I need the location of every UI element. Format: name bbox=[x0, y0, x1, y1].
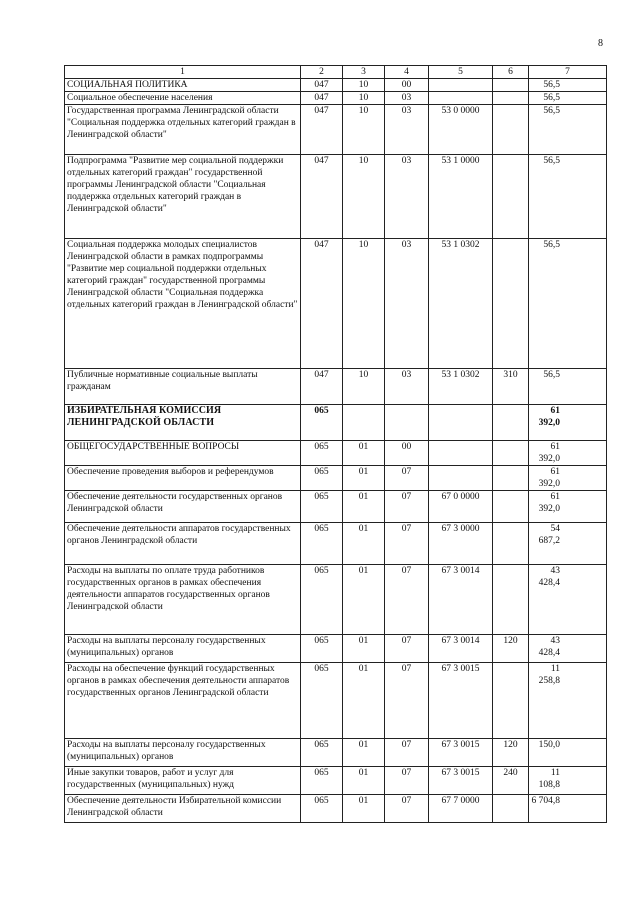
row-amount: 61 392,0 bbox=[529, 441, 607, 466]
row-amount: 56,5 bbox=[529, 105, 607, 155]
row-name: Социальная поддержка молодых специалистов Ленинградской области в рамках подпрограммы "Развитие мер социальной поддержки отдельных категорий граждан" государственной программы Ленинградской области "Социальная поддержка отдельных категорий граждан в Ленинградской области" bbox=[65, 239, 301, 369]
table-row bbox=[65, 155, 607, 239]
row-amount: 61 392,0 bbox=[529, 466, 607, 491]
row-code-subsection: 07 bbox=[385, 635, 429, 663]
row-amount: 61 392,0 bbox=[529, 491, 607, 523]
row-code-type bbox=[493, 565, 529, 635]
table-row bbox=[65, 635, 607, 663]
table-row bbox=[65, 79, 607, 92]
row-code-target: 67 3 0014 bbox=[429, 565, 493, 635]
row-code-subsection bbox=[385, 405, 429, 441]
row-code-type bbox=[493, 663, 529, 739]
row-code-subsection: 07 bbox=[385, 663, 429, 739]
row-code-type bbox=[493, 105, 529, 155]
table-row bbox=[65, 92, 607, 105]
row-code-subsection: 03 bbox=[385, 155, 429, 239]
budget-table bbox=[64, 65, 607, 823]
row-name: Иные закупки товаров, работ и услуг для государственных (муниципальных) нужд bbox=[65, 767, 301, 795]
row-code-target: 53 1 0000 bbox=[429, 155, 493, 239]
row-code-ministry: 065 bbox=[301, 466, 343, 491]
table-row bbox=[65, 105, 607, 155]
row-code-ministry: 047 bbox=[301, 79, 343, 92]
table-row bbox=[65, 239, 607, 369]
row-code-ministry: 047 bbox=[301, 369, 343, 405]
table-row bbox=[65, 767, 607, 795]
table-row bbox=[65, 523, 607, 565]
row-code-ministry: 065 bbox=[301, 767, 343, 795]
row-amount: 56,5 bbox=[529, 369, 607, 405]
row-code-section: 10 bbox=[343, 79, 385, 92]
row-code-ministry: 047 bbox=[301, 105, 343, 155]
row-code-section: 01 bbox=[343, 739, 385, 767]
row-code-ministry: 065 bbox=[301, 635, 343, 663]
row-name: Расходы на выплаты персоналу государственных (муниципальных) органов bbox=[65, 635, 301, 663]
row-code-type: 310 bbox=[493, 369, 529, 405]
row-amount: 11 258,8 bbox=[529, 663, 607, 739]
page-number: 8 bbox=[598, 38, 603, 49]
row-amount: 54 687,2 bbox=[529, 523, 607, 565]
table-row bbox=[65, 739, 607, 767]
row-code-subsection: 07 bbox=[385, 466, 429, 491]
table-row bbox=[65, 441, 607, 466]
row-amount: 150,0 bbox=[529, 739, 607, 767]
table-row bbox=[65, 795, 607, 823]
row-code-target: 67 3 0015 bbox=[429, 739, 493, 767]
row-name: ОБЩЕГОСУДАРСТВЕННЫЕ ВОПРОСЫ bbox=[65, 441, 301, 466]
row-code-type bbox=[493, 466, 529, 491]
row-code-ministry: 065 bbox=[301, 565, 343, 635]
row-code-type: 120 bbox=[493, 635, 529, 663]
row-amount: 56,5 bbox=[529, 92, 607, 105]
row-code-target: 53 0 0000 bbox=[429, 105, 493, 155]
row-code-type bbox=[493, 523, 529, 565]
row-code-type bbox=[493, 239, 529, 369]
row-code-section: 01 bbox=[343, 795, 385, 823]
row-code-target bbox=[429, 441, 493, 466]
row-amount: 11 108,8 bbox=[529, 767, 607, 795]
table-header-row bbox=[65, 66, 607, 79]
row-code-section: 10 bbox=[343, 155, 385, 239]
row-amount: 6 704,8 bbox=[529, 795, 607, 823]
row-code-section: 01 bbox=[343, 466, 385, 491]
row-name: Обеспечение проведения выборов и референдумов bbox=[65, 466, 301, 491]
row-code-subsection: 07 bbox=[385, 739, 429, 767]
row-code-target: 67 7 0000 bbox=[429, 795, 493, 823]
row-code-subsection: 03 bbox=[385, 239, 429, 369]
table-row bbox=[65, 491, 607, 523]
row-name: Подпрограмма "Развитие мер социальной поддержки отдельных категорий граждан" государственной программы Ленинградской области "Социальная поддержка отдельных категорий граждан в Ленинградской области" bbox=[65, 155, 301, 239]
row-code-section: 01 bbox=[343, 565, 385, 635]
row-code-type bbox=[493, 441, 529, 466]
row-name: Расходы на выплаты персоналу государственных (муниципальных) органов bbox=[65, 739, 301, 767]
row-code-target bbox=[429, 466, 493, 491]
row-code-ministry: 065 bbox=[301, 739, 343, 767]
row-code-ministry: 065 bbox=[301, 795, 343, 823]
row-code-type: 240 bbox=[493, 767, 529, 795]
row-code-subsection: 07 bbox=[385, 767, 429, 795]
column-header: 4 bbox=[385, 66, 429, 79]
row-code-target: 67 3 0000 bbox=[429, 523, 493, 565]
row-amount: 61 392,0 bbox=[529, 405, 607, 441]
column-header: 3 bbox=[343, 66, 385, 79]
row-code-section: 10 bbox=[343, 369, 385, 405]
row-code-section: 01 bbox=[343, 523, 385, 565]
row-code-type bbox=[493, 795, 529, 823]
column-header: 6 bbox=[493, 66, 529, 79]
row-amount: 56,5 bbox=[529, 239, 607, 369]
row-code-section: 01 bbox=[343, 767, 385, 795]
row-amount: 43 428,4 bbox=[529, 635, 607, 663]
table-row bbox=[65, 369, 607, 405]
row-name: Государственная программа Ленинградской области "Социальная поддержка отдельных категорий граждан в Ленинградской области" bbox=[65, 105, 301, 155]
row-code-section: 01 bbox=[343, 635, 385, 663]
row-name: СОЦИАЛЬНАЯ ПОЛИТИКА bbox=[65, 79, 301, 92]
row-code-ministry: 065 bbox=[301, 405, 343, 441]
row-code-type bbox=[493, 491, 529, 523]
row-code-target: 67 3 0014 bbox=[429, 635, 493, 663]
row-code-subsection: 07 bbox=[385, 491, 429, 523]
table-row bbox=[65, 565, 607, 635]
row-code-type bbox=[493, 155, 529, 239]
row-code-target: 67 3 0015 bbox=[429, 663, 493, 739]
row-name: ИЗБИРАТЕЛЬНАЯ КОМИССИЯ ЛЕНИНГРАДСКОЙ ОБЛАСТИ bbox=[65, 405, 301, 441]
row-code-section: 10 bbox=[343, 239, 385, 369]
row-code-section: 10 bbox=[343, 105, 385, 155]
row-code-subsection: 00 bbox=[385, 441, 429, 466]
row-code-section: 01 bbox=[343, 663, 385, 739]
row-code-target: 53 1 0302 bbox=[429, 369, 493, 405]
row-code-target bbox=[429, 79, 493, 92]
row-code-subsection: 03 bbox=[385, 92, 429, 105]
row-amount: 43 428,4 bbox=[529, 565, 607, 635]
row-code-subsection: 07 bbox=[385, 523, 429, 565]
row-code-subsection: 07 bbox=[385, 795, 429, 823]
row-code-subsection: 07 bbox=[385, 565, 429, 635]
row-code-type: 120 bbox=[493, 739, 529, 767]
column-header: 2 bbox=[301, 66, 343, 79]
row-code-target bbox=[429, 405, 493, 441]
row-code-subsection: 03 bbox=[385, 369, 429, 405]
row-name: Расходы на обеспечение функций государственных органов в рамках обеспечения деятельности аппаратов государственных органов Ленинградской области bbox=[65, 663, 301, 739]
row-code-ministry: 065 bbox=[301, 663, 343, 739]
row-code-section: 10 bbox=[343, 92, 385, 105]
row-code-target bbox=[429, 92, 493, 105]
row-code-target: 67 0 0000 bbox=[429, 491, 493, 523]
row-code-type bbox=[493, 79, 529, 92]
row-code-ministry: 065 bbox=[301, 441, 343, 466]
row-name: Обеспечение деятельности государственных органов Ленинградской области bbox=[65, 491, 301, 523]
row-code-section: 01 bbox=[343, 491, 385, 523]
row-amount: 56,5 bbox=[529, 155, 607, 239]
table-body bbox=[65, 79, 607, 823]
table-row bbox=[65, 466, 607, 491]
row-code-section bbox=[343, 405, 385, 441]
row-code-subsection: 00 bbox=[385, 79, 429, 92]
row-code-section: 01 bbox=[343, 441, 385, 466]
table-row bbox=[65, 405, 607, 441]
row-code-target: 53 1 0302 bbox=[429, 239, 493, 369]
row-code-type bbox=[493, 92, 529, 105]
row-code-target: 67 3 0015 bbox=[429, 767, 493, 795]
row-code-ministry: 065 bbox=[301, 523, 343, 565]
row-name: Публичные нормативные социальные выплаты гражданам bbox=[65, 369, 301, 405]
row-code-ministry: 065 bbox=[301, 491, 343, 523]
row-name: Социальное обеспечение населения bbox=[65, 92, 301, 105]
column-header: 5 bbox=[429, 66, 493, 79]
row-code-ministry: 047 bbox=[301, 92, 343, 105]
row-code-ministry: 047 bbox=[301, 155, 343, 239]
column-header: 1 bbox=[65, 66, 301, 79]
row-code-type bbox=[493, 405, 529, 441]
row-code-ministry: 047 bbox=[301, 239, 343, 369]
row-name: Обеспечение деятельности аппаратов государственных органов Ленинградской области bbox=[65, 523, 301, 565]
column-header: 7 bbox=[529, 66, 607, 79]
table-row bbox=[65, 663, 607, 739]
row-name: Обеспечение деятельности Избирательной комиссии Ленинградской области bbox=[65, 795, 301, 823]
row-name: Расходы на выплаты по оплате труда работников государственных органов в рамках обеспечения деятельности аппаратов государственных органов Ленинградской области bbox=[65, 565, 301, 635]
row-code-subsection: 03 bbox=[385, 105, 429, 155]
row-amount: 56,5 bbox=[529, 79, 607, 92]
